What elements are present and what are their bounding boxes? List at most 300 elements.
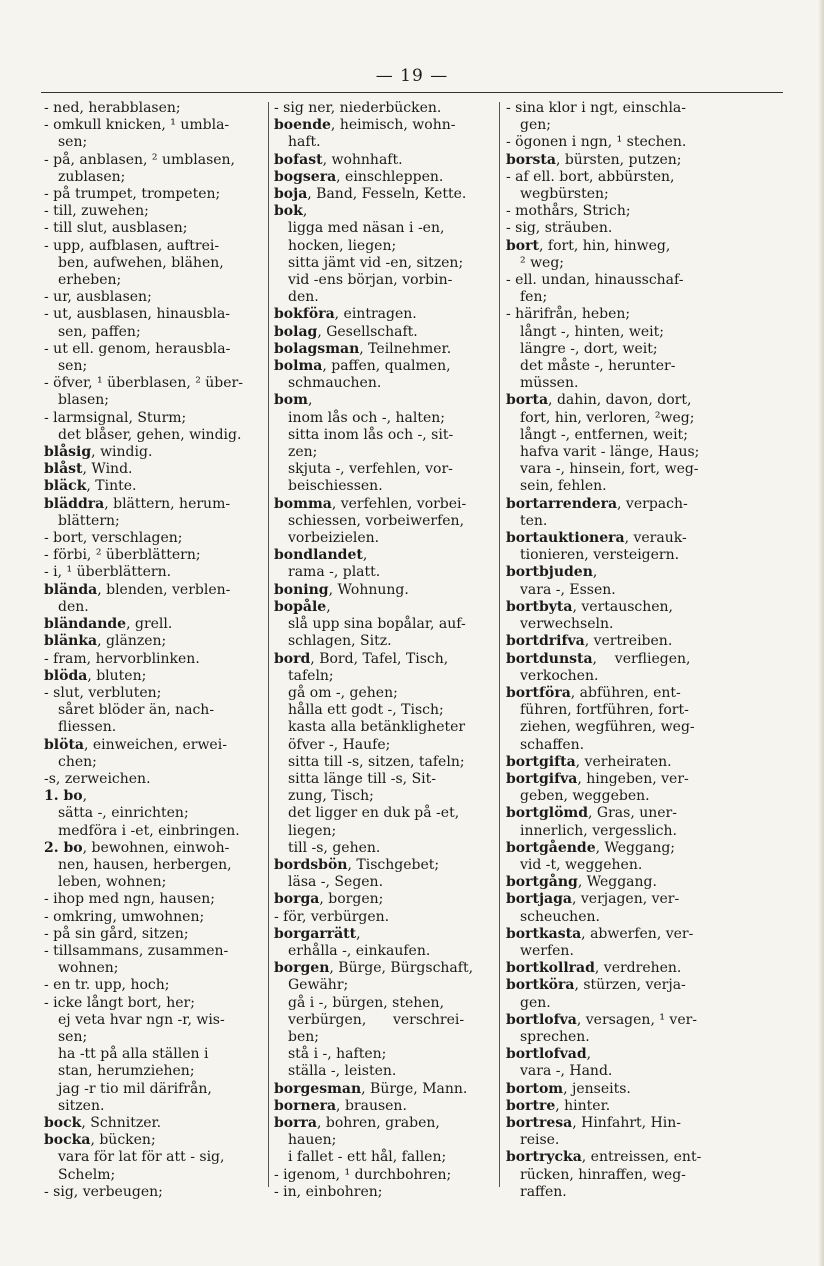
headword: bondlandet <box>274 547 363 564</box>
entry-line <box>44 771 265 788</box>
definition-text: , verdrehen. <box>594 960 682 977</box>
entry-line <box>274 874 496 891</box>
entry-line <box>44 410 265 427</box>
headword: bortköra <box>506 977 575 994</box>
definition-text: , Wohnung. <box>328 581 409 598</box>
entry-headword-line <box>506 1012 754 1029</box>
headword: blöda <box>44 667 88 684</box>
definition-text: , Band, Fesseln, Kette. <box>307 186 467 203</box>
definition-text: schlagen, Sitz. <box>288 633 392 650</box>
definition-text: beischiessen. <box>288 478 383 495</box>
entry-line <box>506 375 754 392</box>
definition-text: , einschleppen. <box>336 168 444 185</box>
headword: bortgifva <box>506 770 578 787</box>
definition-text: führen, fortführen, fort- <box>520 702 689 719</box>
entry-headword-line <box>274 186 496 203</box>
definition-text: fort, hin, verloren, ²weg; <box>520 409 695 426</box>
headword: 1. bo <box>44 788 83 805</box>
definition-text: wegbürsten; <box>520 186 609 203</box>
headword: bortlofvad <box>506 1046 587 1063</box>
definition-text: fen; <box>520 289 548 306</box>
entry-headword-line <box>274 169 496 186</box>
entry-line <box>274 719 496 736</box>
dictionary-column-1 <box>44 100 265 1201</box>
entry-line <box>274 943 496 960</box>
definition-text: - på, anblasen, ² umblasen, <box>44 151 236 168</box>
definition-text: ej veta hvar ngn -r, wis- <box>58 1011 225 1028</box>
entry-line <box>506 1167 754 1184</box>
headword: blända <box>44 581 98 598</box>
headword: boja <box>274 186 308 203</box>
entry-line <box>506 513 754 530</box>
entry-line <box>44 238 265 255</box>
headword: bolagsman <box>274 340 360 357</box>
entry-line <box>274 564 496 581</box>
definition-text: erheben; <box>58 272 122 289</box>
entry-headword-line <box>44 668 265 685</box>
entry-line <box>44 651 265 668</box>
definition-text: den. <box>288 289 319 306</box>
definition-text: längre -, dort, weit; <box>520 340 658 357</box>
headword: borgarrätt <box>274 925 357 942</box>
entry-line <box>274 1012 496 1029</box>
definition-text: - i, ¹ überblättern. <box>44 564 172 581</box>
definition-text: det måste -, herunter- <box>520 358 676 375</box>
definition-text: , <box>307 392 313 409</box>
entry-line <box>506 668 754 685</box>
definition-text: scheuchen. <box>520 908 600 925</box>
entry-line <box>274 685 496 702</box>
entry-headword-line <box>506 977 754 994</box>
definition-text: långt -, entfernen, weit; <box>520 426 688 443</box>
entry-line <box>506 857 754 874</box>
definition-text: skjuta -, verfehlen, vor- <box>288 461 453 478</box>
definition-text: , versagen, ¹ ver- <box>576 1011 698 1028</box>
definition-text: leben, wohnen; <box>58 874 167 891</box>
definition-text: , Schnitzer. <box>81 1114 162 1131</box>
entry-line <box>274 220 496 237</box>
headword: bord <box>274 650 311 667</box>
entry-headword-line <box>44 1115 265 1132</box>
headword: bordsbön <box>274 856 348 873</box>
entry-line <box>274 737 496 754</box>
definition-text: erhålla -, einkaufen. <box>288 942 431 959</box>
definition-text: hålla ett godt -, Tisch; <box>288 702 444 719</box>
definition-text: - till, zuwehen; <box>44 203 149 220</box>
headword: bortgående <box>506 839 596 856</box>
definition-text: sitta till -s, sitzen, tafeln; <box>288 753 465 770</box>
entry-headword-line <box>274 392 496 409</box>
definition-text: sen; <box>58 358 88 375</box>
entry-line <box>44 1184 265 1201</box>
definition-text: vara -, Hand. <box>520 1063 613 1080</box>
definition-text: haft. <box>288 134 321 151</box>
definition-text: sitta länge till -s, Sit- <box>288 770 436 787</box>
headword: bortdunsta <box>506 650 593 667</box>
entry-line <box>274 909 496 926</box>
entry-line <box>506 788 754 805</box>
entry-line <box>274 1132 496 1149</box>
definition-text: , jenseits. <box>563 1080 631 1097</box>
definition-text: , <box>356 925 361 942</box>
headword: bopåle <box>274 598 327 615</box>
definition-text: stan, herumziehen; <box>58 1063 195 1080</box>
definition-text: , verauk- <box>624 530 687 547</box>
entry-line <box>506 255 754 272</box>
definition-text: - icke långt bort, her; <box>44 994 195 1011</box>
definition-text: , fort, hin, hinweg, <box>538 237 671 254</box>
entry-headword-line <box>274 341 496 358</box>
definition-text: medföra i -et, einbringen. <box>58 822 240 839</box>
headword: bogsera <box>274 168 337 185</box>
definition-text: vara -, hinsein, fort, weg- <box>520 461 699 478</box>
definition-text: innerlich, vergesslich. <box>520 822 677 839</box>
entry-headword-line <box>506 771 754 788</box>
entry-line <box>44 995 265 1012</box>
definition-text: , grell. <box>126 616 173 633</box>
definition-text: schmauchen. <box>288 375 382 392</box>
entry-line <box>44 805 265 822</box>
entry-headword-line <box>44 1132 265 1149</box>
entry-headword-line <box>506 564 754 581</box>
definition-text: blättern; <box>58 512 120 529</box>
entry-headword-line <box>506 805 754 822</box>
definition-text: - öfver, ¹ überblasen, ² über- <box>44 375 243 392</box>
definition-text: geben, weggeben. <box>520 788 650 805</box>
definition-text: ziehen, wegführen, weg- <box>520 719 695 736</box>
entry-line <box>274 238 496 255</box>
entry-line <box>44 977 265 994</box>
entry-headword-line <box>506 1098 754 1115</box>
entry-headword-line <box>274 891 496 908</box>
definition-text: vara -, Essen. <box>520 581 616 598</box>
definition-text: , Gesellschaft. <box>317 323 418 340</box>
definition-text: gen; <box>520 117 551 134</box>
entry-headword-line <box>44 616 265 633</box>
definition-text: werfen. <box>520 942 574 959</box>
definition-text: , bohren, graben, <box>316 1114 440 1131</box>
definition-text: chen; <box>58 753 97 770</box>
definition-text: vid -ens början, vorbin- <box>288 272 453 289</box>
entry-line <box>506 719 754 736</box>
definition-text: - sig, verbeugen; <box>44 1183 163 1200</box>
definition-text: inom lås och -, halten; <box>288 409 445 426</box>
definition-text: , bewohnen, einwoh- <box>82 839 230 856</box>
definition-text: Schelm; <box>58 1166 116 1183</box>
entry-line <box>506 272 754 289</box>
headword: borra <box>274 1114 317 1131</box>
definition-text: , <box>362 547 368 564</box>
entry-headword-line <box>506 685 754 702</box>
definition-text: - igenom, ¹ durchbohren; <box>274 1166 452 1183</box>
definition-text: sitta jämt vid -en, sitzen; <box>288 254 464 271</box>
entry-line <box>506 1132 754 1149</box>
definition-text: müssen. <box>520 375 579 392</box>
definition-text: - för, verbürgen. <box>274 908 390 925</box>
entry-line <box>274 995 496 1012</box>
definition-text: reise. <box>520 1132 560 1149</box>
entry-line <box>506 186 754 203</box>
entry-line <box>44 306 265 323</box>
definition-text: öfver -, Haufe; <box>288 736 391 753</box>
entry-headword-line <box>44 840 265 857</box>
entry-headword-line <box>44 788 265 805</box>
entry-headword-line <box>506 633 754 650</box>
entry-line <box>274 616 496 633</box>
definition-text: - ihop med ngn, hausen; <box>44 891 215 908</box>
entry-line <box>506 616 754 633</box>
headword: bom <box>274 392 308 409</box>
entry-line <box>274 100 496 117</box>
entry-line <box>44 1063 265 1080</box>
entry-line <box>274 134 496 151</box>
definition-text: ligga med näsan i -en, <box>288 220 445 237</box>
definition-text: wohnen; <box>58 960 119 977</box>
entry-headword-line <box>274 547 496 564</box>
definition-text: , heimisch, wohn- <box>330 117 456 134</box>
entry-line <box>44 169 265 186</box>
entry-headword-line <box>274 117 496 134</box>
definition-text: , abwerfen, ver- <box>581 925 694 942</box>
entry-line <box>274 754 496 771</box>
headword: bländande <box>44 616 127 633</box>
definition-text: sprechen. <box>520 1028 590 1045</box>
headword: blåsig <box>44 444 92 461</box>
headword: bortrycka <box>506 1149 582 1166</box>
entry-line <box>506 1184 754 1201</box>
entry-headword-line <box>506 840 754 857</box>
entry-headword-line <box>274 203 496 220</box>
definition-text: -s, zerweichen. <box>44 770 151 787</box>
definition-text: schaffen. <box>520 736 585 753</box>
definition-text: - sina klor i ngt, einschla- <box>506 100 686 116</box>
entry-line <box>44 1167 265 1184</box>
entry-headword-line <box>274 358 496 375</box>
definition-text: sätta -, einrichten; <box>58 805 189 822</box>
definition-text: , Bürge, Mann. <box>361 1080 468 1097</box>
definition-text: - till slut, ausblasen; <box>44 220 188 237</box>
definition-text: gå om -, gehen; <box>288 684 398 701</box>
entry-line <box>44 289 265 306</box>
headword: borsta <box>506 151 556 168</box>
entry-headword-line <box>44 496 265 513</box>
definition-text: rücken, hinraffen, weg- <box>520 1166 686 1183</box>
definition-text: - omkull knicken, ¹ umbla- <box>44 117 230 134</box>
entry-line <box>506 289 754 306</box>
definition-text: , Wind. <box>82 461 133 478</box>
definition-text: slå upp sina bopålar, auf- <box>288 616 466 633</box>
definition-text: , Bord, Tafel, Tisch, <box>310 650 449 667</box>
definition-text: - tillsammans, zusammen- <box>44 942 229 959</box>
definition-text: ben, aufwehen, blähen, <box>58 254 224 271</box>
entry-line <box>44 220 265 237</box>
entry-line <box>44 255 265 272</box>
entry-headword-line <box>506 238 754 255</box>
definition-text: , paffen, qualmen, <box>322 358 451 375</box>
entry-headword-line <box>274 152 496 169</box>
definition-text: - larmsignal, Sturm; <box>44 409 187 426</box>
entry-headword-line <box>274 306 496 323</box>
definition-text: - ut, ausblasen, hinausbla- <box>44 306 231 323</box>
headword: bock <box>44 1114 82 1131</box>
column-divider <box>499 102 500 1187</box>
definition-text: - fram, hervorblinken. <box>44 650 200 667</box>
entry-headword-line <box>506 651 754 668</box>
headword: bortgång <box>506 874 578 891</box>
definition-text: sein, fehlen. <box>520 478 607 495</box>
definition-text: liegen; <box>288 822 337 839</box>
definition-text: - på trumpet, trompeten; <box>44 186 221 203</box>
definition-text: , Bürge, Bürgschaft, <box>329 960 474 977</box>
headword: bortarrendera <box>506 495 618 512</box>
definition-text: såret blöder än, nach- <box>58 702 215 719</box>
definition-text: den. <box>58 598 89 615</box>
definition-text: , verpach- <box>617 495 688 512</box>
definition-text: - sig ner, niederbücken. <box>274 100 442 116</box>
entry-line <box>274 1029 496 1046</box>
definition-text: långt -, hinten, weit; <box>520 323 664 340</box>
definition-text: - upp, aufblasen, auftrei- <box>44 237 220 254</box>
entry-headword-line <box>44 478 265 495</box>
entry-headword-line <box>44 633 265 650</box>
entry-headword-line <box>506 496 754 513</box>
headword: bokföra <box>274 306 335 323</box>
entry-headword-line <box>274 651 496 668</box>
header-rule <box>41 92 783 93</box>
definition-text: sitzen. <box>58 1097 105 1114</box>
entry-line <box>44 324 265 341</box>
entry-headword-line <box>506 1081 754 1098</box>
entry-line <box>274 1063 496 1080</box>
definition-text: zublasen; <box>58 168 126 185</box>
entry-headword-line <box>274 496 496 513</box>
headword: borgen <box>274 960 330 977</box>
definition-text: , Tinte. <box>86 478 137 495</box>
entry-headword-line <box>506 599 754 616</box>
definition-text: - härifrån, heben; <box>506 306 631 323</box>
entry-line <box>274 444 496 461</box>
definition-text: , windig. <box>91 444 153 461</box>
definition-text: , bücken; <box>90 1132 156 1149</box>
definition-text: sen; <box>58 1028 88 1045</box>
definition-text: i fallet - ett hål, fallen; <box>288 1149 447 1166</box>
definition-text: till -s, gehen. <box>288 839 381 856</box>
definition-text: , verjagen, ver- <box>571 891 680 908</box>
definition-text: , abführen, ent- <box>570 684 681 701</box>
headword: bortjaga <box>506 891 572 908</box>
dictionary-column-2 <box>274 100 496 1201</box>
entry-line <box>44 1098 265 1115</box>
entry-line <box>44 702 265 719</box>
entry-line <box>44 375 265 392</box>
definition-text: zung, Tisch; <box>288 788 374 805</box>
definition-text: , bürsten, putzen; <box>555 151 682 168</box>
headword: bortgifta <box>506 753 576 770</box>
entry-line <box>274 805 496 822</box>
definition-text: vorbeizielen. <box>288 530 380 547</box>
definition-text: sen, paffen; <box>58 323 141 340</box>
definition-text: raffen. <box>520 1183 567 1200</box>
entry-line <box>274 461 496 478</box>
entry-line <box>44 100 265 117</box>
entry-headword-line <box>274 926 496 943</box>
definition-text: vara för lat för att - sig, <box>58 1149 225 1166</box>
entry-line <box>44 599 265 616</box>
definition-text: hafva varit - länge, Haus; <box>520 444 700 461</box>
definition-text: verwechseln. <box>520 616 614 633</box>
definition-text: , verfliegen, <box>592 650 691 667</box>
definition-text: - ur, ausblasen; <box>44 289 152 306</box>
definition-text: , vertauschen, <box>572 598 674 615</box>
headword: bolma <box>274 358 323 375</box>
entry-line <box>274 823 496 840</box>
definition-text: sitta inom lås och -, sit- <box>288 426 454 443</box>
headword: bortdrifva <box>506 633 585 650</box>
entry-line <box>44 341 265 358</box>
definition-text: zen; <box>288 444 318 461</box>
headword: blänka <box>44 633 98 650</box>
entry-line <box>506 324 754 341</box>
definition-text: läsa -, Segen. <box>288 874 384 891</box>
definition-text: - af ell. bort, abbürsten, <box>506 168 675 185</box>
entry-headword-line <box>44 444 265 461</box>
definition-text: nen, hausen, herbergen, <box>58 856 232 873</box>
definition-text: , blättern, herum- <box>104 495 231 512</box>
definition-text: , <box>586 1046 592 1063</box>
headword: bläddra <box>44 495 105 512</box>
entry-line <box>44 1012 265 1029</box>
definition-text: , einweichen, erwei- <box>83 736 227 753</box>
entry-line <box>44 152 265 169</box>
definition-text: ställa -, leisten. <box>288 1063 397 1080</box>
entry-line <box>274 771 496 788</box>
definition-text: , Gras, uner- <box>588 805 677 822</box>
entry-headword-line <box>274 599 496 616</box>
definition-text: , dahin, davon, dort, <box>548 392 692 409</box>
definition-text: tafeln; <box>288 667 334 684</box>
entry-line <box>44 823 265 840</box>
definition-text: , eintragen. <box>334 306 417 323</box>
entry-line <box>506 582 754 599</box>
definition-text: , vertreiben. <box>584 633 673 650</box>
definition-text: fliessen. <box>58 719 117 736</box>
definition-text: - ell. undan, hinausschaf- <box>506 272 684 289</box>
entry-line <box>506 943 754 960</box>
entry-line <box>44 117 265 134</box>
entry-headword-line <box>506 960 754 977</box>
entry-headword-line <box>506 926 754 943</box>
headword: borta <box>506 392 549 409</box>
definition-text: , Weggang; <box>595 839 676 856</box>
entry-line <box>506 358 754 375</box>
entry-headword-line <box>506 1046 754 1063</box>
definition-text: , stürzen, verja- <box>574 977 686 994</box>
entry-headword-line <box>274 1115 496 1132</box>
definition-text: , <box>592 564 598 581</box>
definition-text: - in, einbohren; <box>274 1183 383 1200</box>
entry-line <box>274 1046 496 1063</box>
definition-text: , Weggang. <box>577 874 657 891</box>
definition-text: , <box>82 788 88 805</box>
entry-line <box>44 1081 265 1098</box>
definition-text: ben; <box>288 1028 319 1045</box>
entry-line <box>274 478 496 495</box>
headword: bortbyta <box>506 598 573 615</box>
entry-line <box>274 513 496 530</box>
headword: bortom <box>506 1080 564 1097</box>
entry-line <box>274 530 496 547</box>
definition-text: , verheiraten. <box>575 753 672 770</box>
